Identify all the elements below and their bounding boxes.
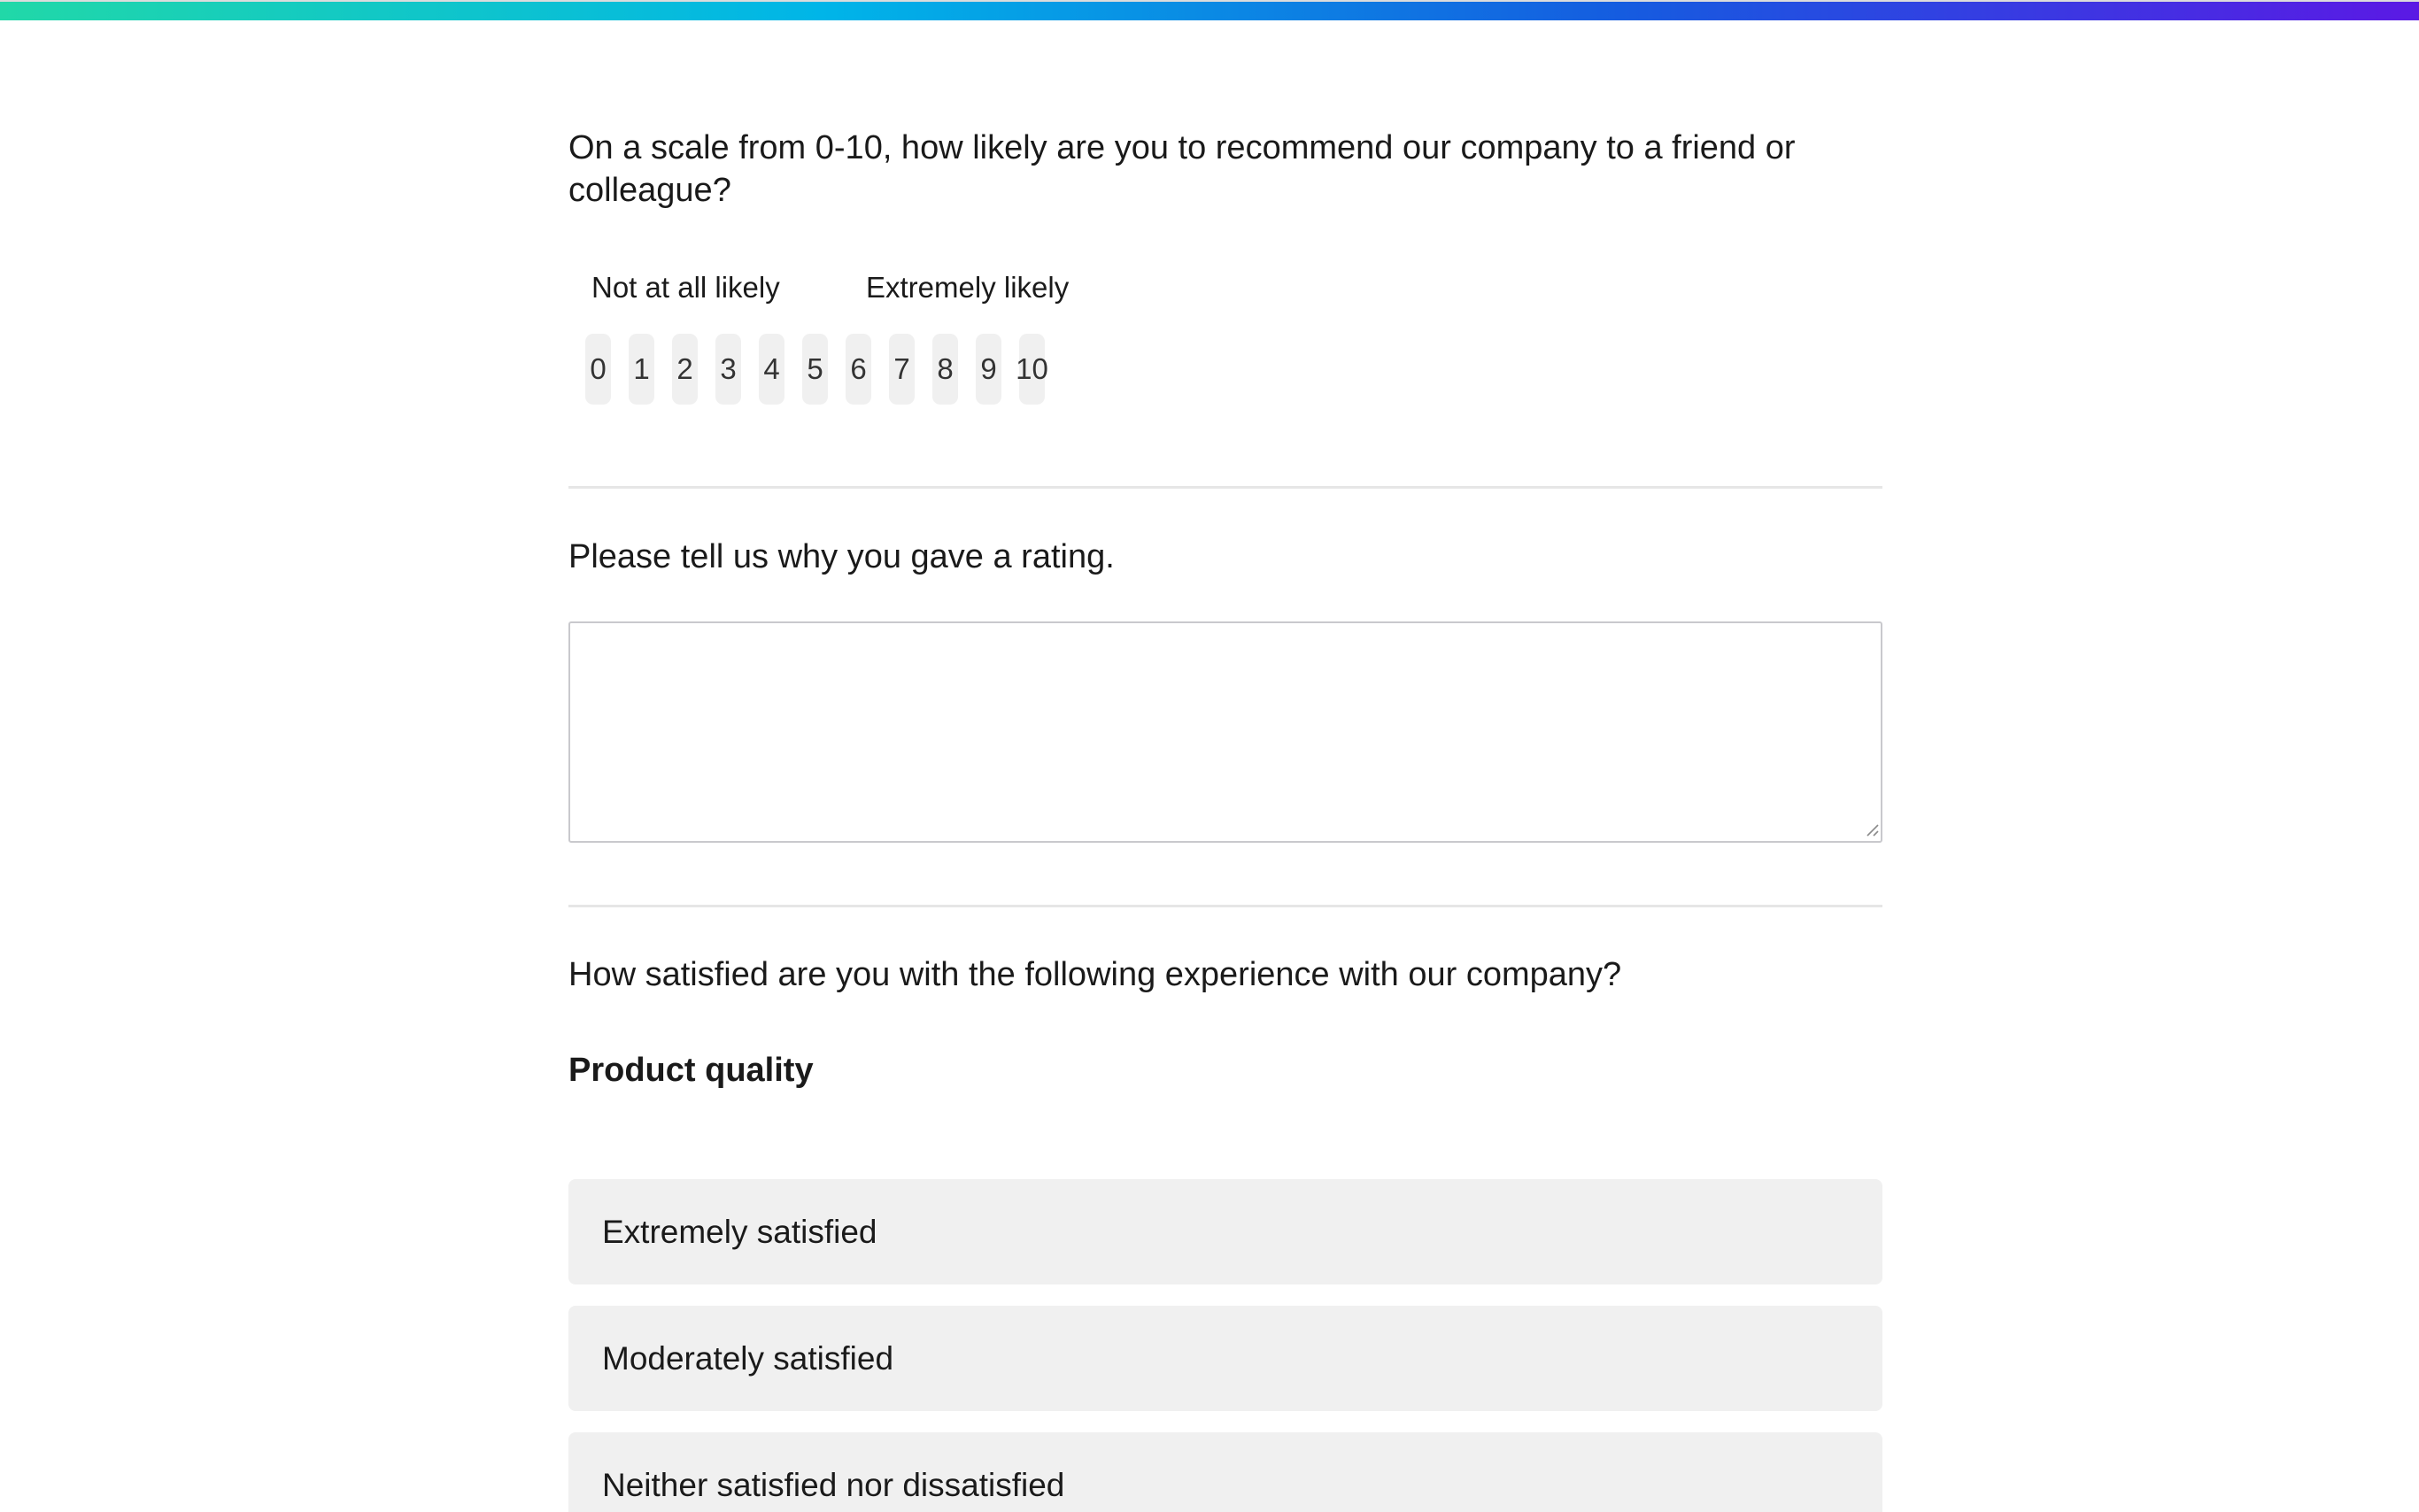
nps-scale-button-3[interactable]: 3 — [715, 334, 741, 405]
nps-scale-button-2[interactable]: 2 — [672, 334, 698, 405]
nps-label-low: Not at all likely — [591, 271, 780, 304]
satisfaction-subject: Product quality — [568, 1052, 814, 1089]
nps-scale-buttons — [585, 334, 1882, 405]
nps-question: On a scale from 0-10, how likely are you to recommend our company to a friend or colleague? — [568, 129, 1796, 209]
nps-scale-button-0[interactable]: 0 — [585, 334, 611, 405]
nps-scale-button-6[interactable]: 6 — [846, 334, 871, 405]
nps-scale-button-4[interactable]: 4 — [759, 334, 784, 405]
nps-scale-labels — [568, 270, 1882, 305]
progress-gradient-bar — [0, 0, 2419, 20]
satisfaction-option-0[interactable]: Extremely satisfied — [568, 1179, 1882, 1284]
satisfaction-option-2[interactable]: Neither satisfied nor dissatisfied — [568, 1432, 1882, 1512]
satisfaction-option-1[interactable]: Moderately satisfied — [568, 1306, 1882, 1411]
nps-scale-button-9[interactable]: 9 — [976, 334, 1001, 405]
comment-textarea-wrap — [568, 621, 1882, 843]
nps-scale-button-7[interactable]: 7 — [889, 334, 915, 405]
section-divider-1 — [568, 486, 1882, 489]
nps-scale-button-5[interactable]: 5 — [802, 334, 828, 405]
comment-question: Please tell us why you gave a rating. — [568, 538, 1115, 575]
nps-label-high: Extremely likely — [866, 271, 1070, 304]
satisfaction-question: How satisfied are you with the following experience with our company? — [568, 956, 1622, 993]
nps-scale-button-10[interactable]: 10 — [1019, 334, 1045, 405]
survey-form — [568, 127, 1882, 1512]
rating-reason-textarea[interactable] — [568, 621, 1882, 843]
nps-scale-button-1[interactable]: 1 — [629, 334, 654, 405]
nps-scale-button-8[interactable]: 8 — [932, 334, 958, 405]
section-divider-2 — [568, 905, 1882, 907]
satisfaction-options — [568, 1179, 1882, 1512]
